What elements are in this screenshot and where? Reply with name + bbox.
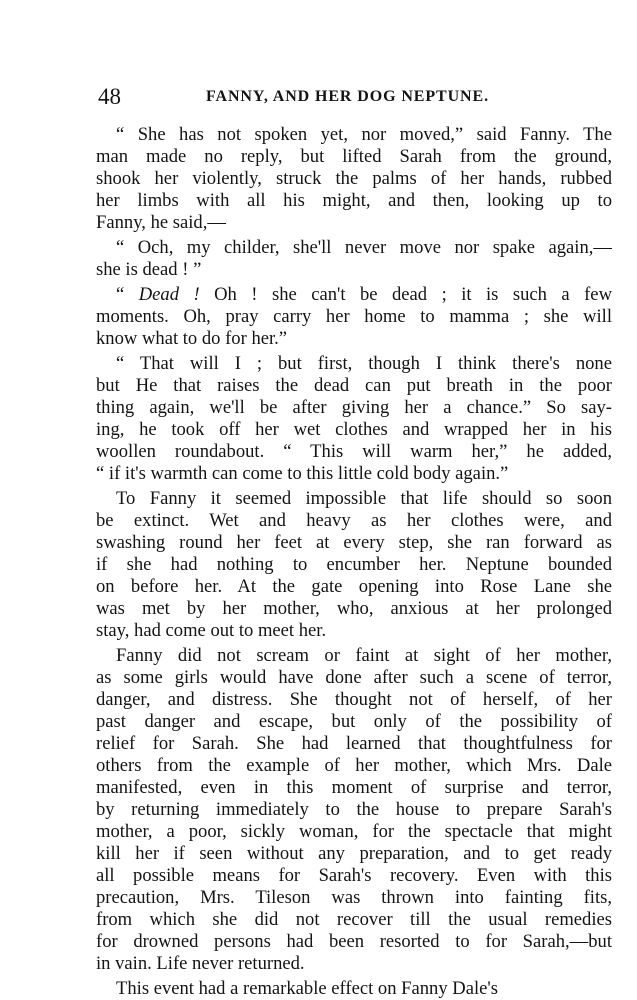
text-line: “ That will I ; but first, though I think there's none <box>116 353 612 374</box>
text-line: from which she did not recover till the usual remedies <box>96 909 612 930</box>
text-line: all possible means for Sarah's recovery. Even with this <box>96 865 612 886</box>
paragraph <box>96 353 612 485</box>
page-header <box>98 82 608 112</box>
text-line: past danger and escape, but only of the possibility of <box>96 711 612 732</box>
text-line: she is dead ! ” <box>96 259 202 280</box>
text-line: swashing round her feet at every step, she ran forward as <box>96 532 612 553</box>
text-line: thing again, we'll be after giving her a chance.” So say- <box>96 397 612 418</box>
text-line: relief for Sarah. She had learned that thoughtfulness for <box>96 733 612 754</box>
text-line: To Fanny it seemed impossible that life should so soon <box>116 488 612 509</box>
paragraph <box>96 978 612 1000</box>
text-line: as some girls would have done after such a scene of terror, <box>96 667 612 688</box>
text-line: if she had nothing to encumber her. Neptune bounded <box>96 554 612 575</box>
body-text <box>96 124 612 1000</box>
text-line: moments. Oh, pray carry her home to mamma ; she will <box>96 306 612 327</box>
text-line: on before her. At the gate opening into Rose Lane she <box>96 576 612 597</box>
running-head: FANNY, AND HER DOG NEPTUNE. <box>206 88 489 105</box>
paragraph <box>96 645 612 975</box>
text-line: others from the example of her mother, which Mrs. Dale <box>96 755 612 776</box>
text-line: man made no reply, but lifted Sarah from the ground, <box>96 146 612 167</box>
text-line: ing, he took off her wet clothes and wrapped her in his <box>96 419 612 440</box>
text-line: know what to do for her.” <box>96 328 288 349</box>
paragraph <box>96 124 612 234</box>
text-line: woollen roundabout. “ This will warm her,” he added, <box>96 441 612 462</box>
text-line: manifested, even in this moment of surprise and terror, <box>96 777 612 798</box>
emphasis: Dead ! <box>138 284 200 305</box>
text-line: was met by her mother, who, anxious at her prolonged <box>96 598 612 619</box>
text-line: This event had a remarkable effect on Fanny Dale's <box>116 978 498 999</box>
text-line: in vain. Life never returned. <box>96 953 305 974</box>
text-line: “ Och, my childer, she'll never move nor spake again,— <box>116 237 612 258</box>
text-line: mother, a poor, sickly woman, for the spectacle that might <box>96 821 612 842</box>
text-line: stay, had come out to meet her. <box>96 620 327 641</box>
paragraph <box>96 237 612 281</box>
text-line: “ if it's warmth can come to this little cold body again.” <box>96 463 509 484</box>
text-line: precaution, Mrs. Tileson was thrown into fainting fits, <box>96 887 612 908</box>
page-number: 48 <box>98 84 121 109</box>
paragraph <box>96 488 612 642</box>
text-line: Fanny, he said,— <box>96 212 226 233</box>
text-line: kill her if seen without any preparation, and to get ready <box>96 843 612 864</box>
text-line: by returning immediately to the house to prepare Sarah's <box>96 799 612 820</box>
text-line: for drowned persons had been resorted to for Sarah,—but <box>96 931 612 952</box>
text-line: shook her violently, struck the palms of her hands, rubbed <box>96 168 612 189</box>
text-line: her limbs with all his might, and then, looking up to <box>96 190 612 211</box>
paragraph <box>96 284 612 350</box>
text-line: but He that raises the dead can put breath in the poor <box>96 375 612 396</box>
text-line: Fanny did not scream or faint at sight of her mother, <box>116 645 612 666</box>
text-line: danger, and distress. She thought not of herself, of her <box>96 689 612 710</box>
text-line: “ Dead ! Oh ! she can't be dead ; it is such a few <box>116 284 612 305</box>
text-line: “ She has not spoken yet, nor moved,” said Fanny. The <box>116 124 612 145</box>
text-line: be extinct. Wet and heavy as her clothes were, and <box>96 510 612 531</box>
